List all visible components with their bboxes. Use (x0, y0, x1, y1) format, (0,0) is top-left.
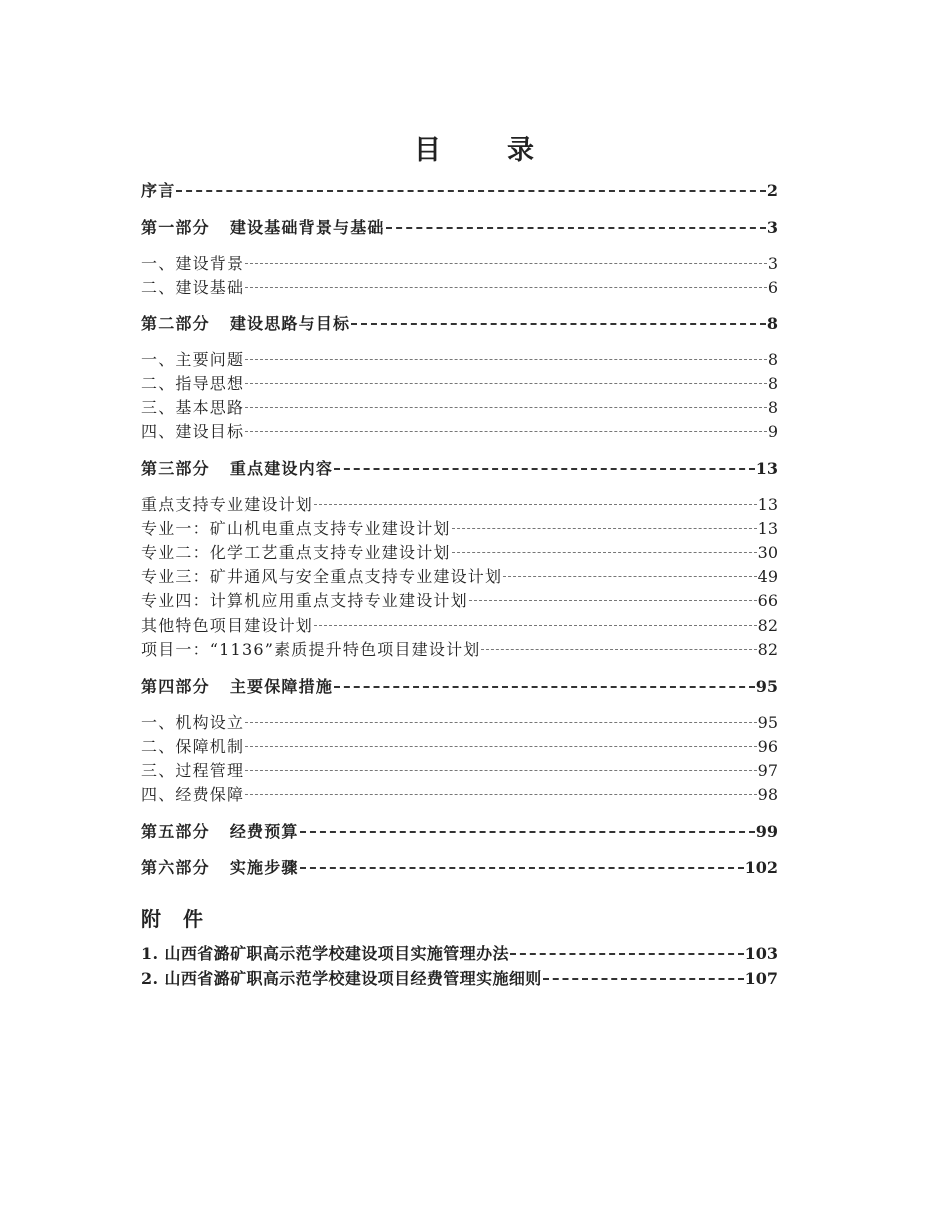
toc-entry[interactable] (141, 564, 778, 586)
toc-entry-label: 一、主要问题 (141, 350, 245, 369)
toc-page-number: 13 (757, 495, 778, 514)
dot-leader (543, 977, 744, 980)
dot-leader (245, 382, 767, 384)
toc-entry-label: 专业二：化学工艺重点支持专业建设计划 (141, 543, 451, 562)
toc-entry[interactable] (141, 275, 778, 297)
dot-leader (176, 189, 765, 192)
toc-entry[interactable] (141, 251, 778, 273)
toc-entry[interactable] (141, 734, 778, 756)
dot-leader (351, 322, 766, 325)
dot-leader (510, 952, 744, 955)
toc-entry-label: 专业四：计算机应用重点支持专业建设计划 (141, 591, 468, 610)
toc-entry[interactable] (141, 456, 778, 478)
toc-page-number: 30 (757, 543, 778, 562)
toc-entry[interactable] (141, 419, 778, 441)
toc-page-number: 95 (755, 677, 778, 696)
toc-entry-label: 第四部分 主要保障措施 (141, 677, 334, 696)
dot-leader (300, 830, 755, 833)
dot-leader (245, 745, 756, 747)
toc-page-number: 102 (744, 858, 778, 877)
appendix-entry[interactable] (141, 941, 778, 963)
toc-entry[interactable] (141, 710, 778, 732)
toc-page-number: 98 (757, 785, 778, 804)
toc-entry[interactable] (141, 492, 778, 514)
toc-entry-label: 第一部分 建设基础背景与基础 (141, 218, 385, 237)
toc-entry-label: 第五部分 经费预算 (141, 822, 299, 841)
toc-page-number: 82 (757, 616, 778, 635)
appendix-heading: 附 件 (141, 907, 203, 931)
toc-page-number: 8 (767, 350, 778, 369)
title-char-right: 录 (507, 135, 536, 166)
toc-entry-label: 2. 山西省潞矿职高示范学校建设项目经费管理实施细则 (141, 969, 542, 988)
toc-entry[interactable] (141, 613, 778, 635)
toc-entry[interactable] (141, 819, 778, 841)
toc-entry-label: 四、经费保障 (141, 785, 245, 804)
toc-page-number: 49 (757, 567, 778, 586)
dot-leader (245, 793, 756, 795)
toc-page-number: 6 (767, 278, 778, 297)
dot-leader (245, 358, 767, 360)
toc-entry[interactable] (141, 395, 778, 417)
toc-entry[interactable] (141, 588, 778, 610)
dot-leader (245, 769, 756, 771)
toc-entry-label: 二、指导思想 (141, 374, 245, 393)
toc-entry-label: 一、建设背景 (141, 254, 245, 273)
toc-page-number: 95 (757, 713, 778, 732)
toc-entry[interactable] (141, 758, 778, 780)
toc-entry-label: 三、基本思路 (141, 398, 245, 417)
dot-leader (386, 226, 766, 229)
dot-leader (469, 599, 757, 601)
toc-entry[interactable] (141, 347, 778, 369)
toc-page-number: 9 (767, 422, 778, 441)
toc-entry-label: 二、保障机制 (141, 737, 245, 756)
page-title (0, 128, 950, 167)
toc-entry[interactable] (141, 540, 778, 562)
toc-entry-label: 四、建设目标 (141, 422, 245, 441)
dot-leader (314, 624, 757, 626)
dot-leader (300, 866, 744, 869)
toc-page-number: 103 (744, 944, 778, 963)
toc-page-number: 66 (757, 591, 778, 610)
toc-entry[interactable] (141, 311, 778, 333)
toc-entry[interactable] (141, 516, 778, 538)
toc-entry-label: 二、建设基础 (141, 278, 245, 297)
dot-leader (503, 575, 756, 577)
toc-entry[interactable] (141, 637, 778, 659)
toc-page-number: 13 (757, 519, 778, 538)
toc-page-number: 96 (757, 737, 778, 756)
dot-leader (245, 406, 767, 408)
toc-page-number: 8 (767, 398, 778, 417)
toc-entry-label: 第二部分 建设思路与目标 (141, 314, 351, 333)
toc-entry-label: 项目一：“1136”素质提升特色项目建设计划 (141, 640, 481, 659)
toc-page-number: 2 (766, 181, 778, 200)
toc-entry[interactable] (141, 855, 778, 877)
dot-leader (334, 685, 755, 688)
toc-page-number: 8 (766, 314, 778, 333)
toc-entry[interactable] (141, 178, 778, 200)
toc-page-number: 82 (757, 640, 778, 659)
dot-leader (245, 286, 767, 288)
title-char-left: 目 (414, 135, 443, 166)
toc-entry-label: 序言 (141, 181, 176, 200)
toc-entry-label: 1. 山西省潞矿职高示范学校建设项目实施管理办法 (141, 944, 509, 963)
toc-entry-label: 第六部分 实施步骤 (141, 858, 299, 877)
toc-entry-label: 一、机构设立 (141, 713, 245, 732)
toc-entry-label: 其他特色项目建设计划 (141, 616, 314, 635)
dot-leader (452, 527, 757, 529)
toc-entry[interactable] (141, 782, 778, 804)
dot-leader (334, 467, 755, 470)
toc-page-number: 107 (744, 969, 778, 988)
toc-entry-label: 专业一：矿山机电重点支持专业建设计划 (141, 519, 451, 538)
toc-page-number: 3 (766, 218, 778, 237)
toc-page-number: 13 (755, 459, 778, 478)
dot-leader (314, 503, 757, 505)
toc-entry-label: 重点支持专业建设计划 (141, 495, 314, 514)
dot-leader (481, 648, 756, 650)
toc-entry[interactable] (141, 674, 778, 696)
toc-entry[interactable] (141, 371, 778, 393)
toc-page-number: 97 (757, 761, 778, 780)
toc-entry[interactable] (141, 215, 778, 237)
toc-page-number: 99 (755, 822, 778, 841)
dot-leader (245, 430, 767, 432)
toc-page-number: 3 (767, 254, 778, 273)
dot-leader (452, 551, 757, 553)
dot-leader (245, 262, 767, 264)
appendix-entry[interactable] (141, 966, 778, 988)
toc-entry-label: 第三部分 重点建设内容 (141, 459, 334, 478)
toc-entry-label: 专业三：矿井通风与安全重点支持专业建设计划 (141, 567, 503, 586)
toc-entry-label: 三、过程管理 (141, 761, 245, 780)
dot-leader (245, 721, 756, 723)
toc-page-number: 8 (767, 374, 778, 393)
